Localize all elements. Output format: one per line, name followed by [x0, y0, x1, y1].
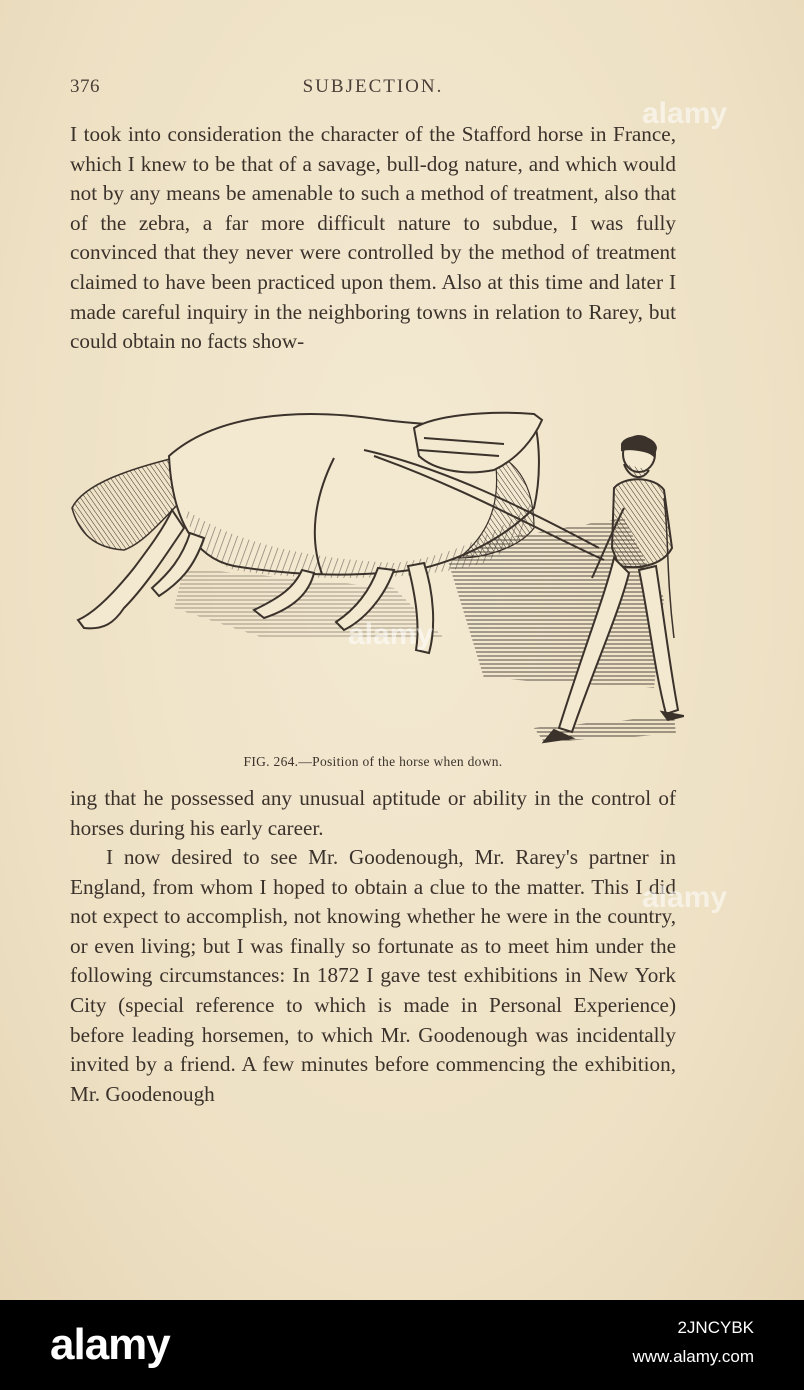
engraving-drawing	[64, 398, 684, 758]
page-header	[70, 76, 676, 100]
paragraph-1: I took into consideration the character of the Stafford horse in France, which I knew to be that of a savage, bull-dog nature, and which would not by any means be amenable to such a method of treatment, also that of the zebra, a far more difficult nature to subdue, I was fully convinced that they never were controlled by the method of treatment claimed to have been practiced upon them. Also at this time and later I made careful inquiry in the neighboring towns in relation to Rarey, but could obtain no facts show-	[70, 122, 676, 354]
paragraph-2: ing that he possessed any unusual aptitude or ability in the control of horses during his early career.	[70, 786, 676, 840]
image-id: 2JNCYBK	[677, 1318, 754, 1337]
alamy-logo: alamy	[50, 1320, 170, 1369]
watermark-top: alamy	[642, 97, 728, 130]
running-head: SUBJECTION.	[302, 76, 444, 97]
page-number: 376	[70, 76, 100, 97]
figure-caption: FIG. 264.—Position of the horse when down.	[243, 754, 503, 769]
watermark-bottom: alamy	[642, 881, 728, 914]
site-url: www.alamy.com	[632, 1347, 754, 1366]
stock-footer-bar	[0, 1300, 804, 1390]
paragraph-3: I now desired to see Mr. Goodenough, Mr. Rarey's partner in England, from whom I hoped to obtain a clue to the matter. This I did not expect to accomplish, not knowing whether he were in the country, or even living; but I was finally so fortunate as to meet him under the following circumstances: In 1872 I gave test exhibitions in New York City (special reference to which is made in Personal Experience) before leading horsemen, to which Mr. Goodenough was incidentally invited by a friend. A few minutes before commencing the exhibition, Mr. Goodenough	[70, 845, 676, 1106]
horse-illustration	[64, 398, 684, 758]
watermark-middle: alamy	[348, 618, 434, 651]
